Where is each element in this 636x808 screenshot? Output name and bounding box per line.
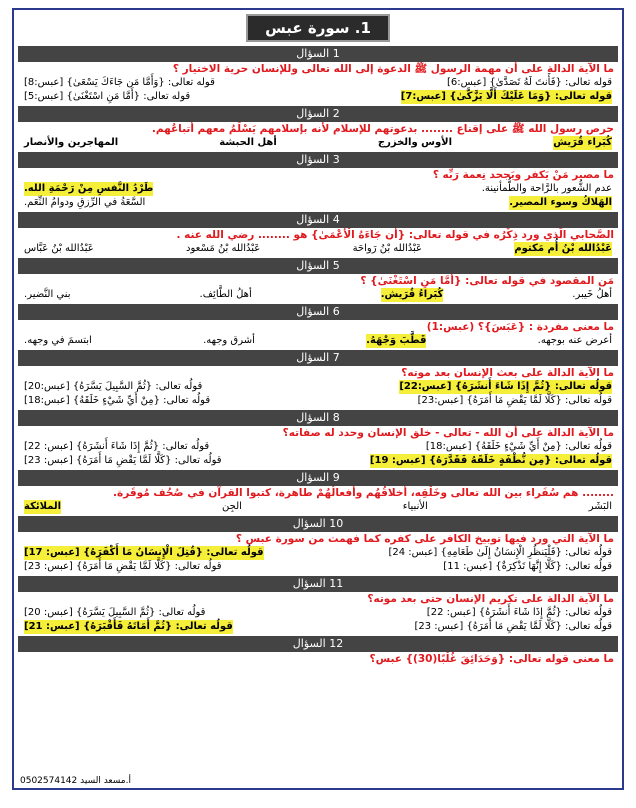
option-answer: عَبْدُالله بْنُ أُم مَكتوم bbox=[514, 243, 612, 254]
option: عَبْدُالله بْنُ عَبَّاس bbox=[24, 243, 94, 254]
question-bar: 11 السؤال bbox=[18, 576, 618, 592]
option: قولُه تعالى: {ثُمَّ إِذَا شَاءَ أَنشَرَهُ} [عبس: 22] bbox=[426, 607, 612, 618]
option-row bbox=[18, 560, 618, 574]
section-2 bbox=[18, 106, 618, 150]
footer-credit: أ.مسعد السيد 0502574142 bbox=[20, 776, 131, 786]
option: أهلُ الطَّائِف. bbox=[199, 289, 252, 300]
option-answer: قولُه تعالى: {ثُمَّ أَمَاتَهُ فَأَقْبَرَهُ} [عبس: 21] bbox=[24, 621, 233, 632]
option-row bbox=[18, 454, 618, 468]
section-5 bbox=[18, 258, 618, 302]
option: قولُه تعالى: {فَلْيَنظُرِ الْإِنسَانُ إِلَىٰ طَعَامِهِ} [عبس: 24] bbox=[388, 547, 612, 558]
section-3 bbox=[18, 152, 618, 210]
option: قولُه تعالى: {كَلَّا لَمَّا يَقْضِ مَا أَمَرَهُ} [عبس: 23] bbox=[414, 621, 612, 632]
question-text: ما الآية الدالة على أن مهمة الرسول ﷺ الدعوة إلى الله تعالى وللإنسان حرية الاختيار ؟ bbox=[172, 63, 614, 75]
option-row bbox=[18, 90, 618, 104]
page-title: 1. سورة عبس bbox=[246, 14, 390, 42]
option-row bbox=[18, 196, 618, 210]
option: قولُه تعالى: {كَلَّا لَمَّا يَقْضِ مَا أَمَرَهُ} [عبس:23] bbox=[417, 395, 612, 406]
option-row bbox=[18, 334, 618, 348]
option-row bbox=[18, 620, 618, 634]
option-answer: قولُه تعالى: {قُتِلَ الْإِنسَانُ مَا أَكْفَرَهُ} [عبس: 17] bbox=[24, 547, 264, 558]
option-answer: قوله تعالى: {وَمَا عَلَيْكَ أَلَّا يَزَّكَّىٰ} [عبس:7] bbox=[400, 91, 612, 102]
option: أشرق وجهه. bbox=[203, 335, 255, 346]
option-row bbox=[18, 606, 618, 620]
option: قولُه تعالى: {مِنْ أَيِّ شَيْءٍ خَلَقَهُ} [عبس:18] bbox=[24, 395, 211, 406]
option: عدم الشُّعور بالرَّاحة والطُّمأنينة. bbox=[481, 183, 612, 194]
option: أهل الحبشة bbox=[219, 137, 277, 148]
option-answer: الملائكة bbox=[24, 501, 62, 512]
option-answer: قولُه تعالى: {ثُمَّ إِذَا شَاءَ أَنشَرَهُ} [عبس:22] bbox=[399, 381, 612, 392]
question-bar: 4 السؤال bbox=[18, 212, 618, 228]
option-row bbox=[18, 500, 618, 514]
section-11 bbox=[18, 576, 618, 634]
section-8 bbox=[18, 410, 618, 468]
option-row bbox=[18, 76, 618, 90]
question-text: ما معنى قوله تعالى: {وَحَدَائِقَ غُلْبًا(30)} عبس؟ bbox=[369, 653, 614, 665]
option: قولُه تعالى: {ثُمَّ السَّبِيلَ يَسَّرَهُ} [عبس:20] bbox=[24, 381, 203, 392]
option: الجِن bbox=[222, 501, 242, 512]
option-answer: كُبَراءُ قُرَيش. bbox=[380, 289, 444, 300]
option-row bbox=[18, 546, 618, 560]
option-answer: قَطَّبَ وَجْهَهُ. bbox=[366, 335, 427, 346]
option-answer: قولُه تعالى: {مِن نُّطْفَةٍ خَلَقَهُ فَقَدَّرَهُ} [عبس: 19] bbox=[369, 455, 612, 466]
section-4 bbox=[18, 212, 618, 256]
question-bar: 2 السؤال bbox=[18, 106, 618, 122]
question-bar: 8 السؤال bbox=[18, 410, 618, 426]
option: قولُه تعالى: {كَلَّا لَمَّا يَقْضِ مَا أَمَرَهُ} [عبس: 23] bbox=[24, 455, 222, 466]
question-bar: 7 السؤال bbox=[18, 350, 618, 366]
option: الأنبياء bbox=[402, 501, 428, 512]
option: قولُه تعالى: {كَلَّا لَمَّا يَقْضِ مَا أَمَرَهُ} [عبس: 23] bbox=[24, 561, 222, 572]
question-text: الصَّحابي الَّذي ورد ذِكْرُه في قوله تعالى: {أَن جَاءَهُ الْأَعْمَىٰ} هو ........ رضي الله عنه . bbox=[176, 229, 614, 241]
option: المهاجرين والأنصار bbox=[24, 137, 119, 148]
worksheet-page bbox=[12, 8, 624, 790]
option-answer: الهَلاكُ وسوء المصير. bbox=[509, 197, 612, 208]
question-bar: 3 السؤال bbox=[18, 152, 618, 168]
section-12 bbox=[18, 636, 618, 666]
option: البَشَر bbox=[588, 501, 612, 512]
option: قولُه تعالى: {مِنْ أَيِّ شَيْءٍ خَلَقَهُ} [عبس:18] bbox=[425, 441, 612, 452]
option: بني النَّضير. bbox=[24, 289, 71, 300]
option: أهلُ خَيبر. bbox=[572, 289, 612, 300]
question-text: ما مصير مَنْ يَكفر ويَجحد نِعمة رَبِّه ؟ bbox=[432, 169, 614, 181]
question-text: ........ هم سُفَراء بين الله تعالى وخَلْقِه، أخلاقُهُم وأفعالُهُمْ طاهرة، كتبوا القرآن في صُحُف مُوقَرة. bbox=[113, 487, 614, 499]
question-text: مَن المقصود في قوله تعالى: {أَمَّا مَنِ اسْتَغْنَىٰ} ؟ bbox=[360, 275, 614, 287]
question-text: ما الآية الدالة على تكريم الإنسان حتى بعد موته؟ bbox=[367, 593, 614, 605]
question-bar: 10 السؤال bbox=[18, 516, 618, 532]
section-1 bbox=[18, 46, 618, 104]
option: قولُه تعالى: {ثُمَّ إِذَا شَاءَ أَنشَرَهُ} [عبس: 22] bbox=[24, 441, 210, 452]
question-bar: 12 السؤال bbox=[18, 636, 618, 652]
question-text: ما الآية الدالة على أن الله - تعالى - خلق الإنسان وحدد له صفاته؟ bbox=[282, 427, 614, 439]
section-10 bbox=[18, 516, 618, 574]
question-bar: 6 السؤال bbox=[18, 304, 618, 320]
question-bar: 9 السؤال bbox=[18, 470, 618, 486]
option-row bbox=[18, 242, 618, 256]
question-bar: 5 السؤال bbox=[18, 258, 618, 274]
section-6 bbox=[18, 304, 618, 348]
option-row bbox=[18, 288, 618, 302]
option: عَبْدُالله بْنُ مَسْعود bbox=[186, 243, 261, 254]
section-9 bbox=[18, 470, 618, 514]
option: قولُه تعالى: {ثُمَّ السَّبِيلَ يَسَّرَهُ} [عبس: 20] bbox=[24, 607, 206, 618]
option: قوله تعالى: {أَمَّا مَنِ اسْتَغْنَىٰ} [عبس:5] bbox=[24, 91, 191, 102]
option: قوله تعالى: {وَأَمَّا مَن جَاءَكَ يَسْعَىٰ} [عبس:8] bbox=[24, 77, 215, 88]
option-answer: كُبَراء قُرَيش bbox=[553, 137, 612, 148]
section-7 bbox=[18, 350, 618, 408]
option: الأوس والخزرج bbox=[377, 137, 453, 148]
option-row bbox=[18, 440, 618, 454]
option-row bbox=[18, 394, 618, 408]
question-text: ما معنى مفردة : {عَبَسَ}؟ (عبس:1) bbox=[426, 321, 614, 333]
question-text: حرص رسول الله ﷺ على إقناع ........ بدعوتهم للإسلام لأنه بإسلامهم يَسْلَمُ معهم أتباعُهم. bbox=[151, 123, 614, 135]
question-bar: 1 السؤال bbox=[18, 46, 618, 62]
question-text: ما الآية التي ورد فيها توبيخ الكافر على كفره كما فهمت من سورة عبس ؟ bbox=[235, 533, 614, 545]
option: عَبْدُالله بْنُ رَواحَة bbox=[352, 243, 423, 254]
option: السَّعَةُ في الرِّزقِ ودوامُ النِّعَم. bbox=[24, 197, 146, 208]
question-text: ما الآية الدالة على بعث الإنسان بعد موته؟ bbox=[401, 367, 614, 379]
option: قولُه تعالى: {كَلَّا إِنَّهَا تَذْكِرَةٌ} [عبس: 11] bbox=[443, 561, 612, 572]
option: أعرض عنه بوجهه. bbox=[537, 335, 612, 346]
option-row bbox=[18, 136, 618, 150]
option: قوله تعالى: {فَأَنتَ لَهُ تَصَدَّىٰ} [عبس:6] bbox=[446, 77, 612, 88]
option-row bbox=[18, 380, 618, 394]
option-row bbox=[18, 182, 618, 196]
option-answer: طَرْدُ النَّفسِ مِنْ رَحْمَةِ الله. bbox=[24, 183, 154, 194]
option: ابتسمَ في وجهه. bbox=[24, 335, 92, 346]
